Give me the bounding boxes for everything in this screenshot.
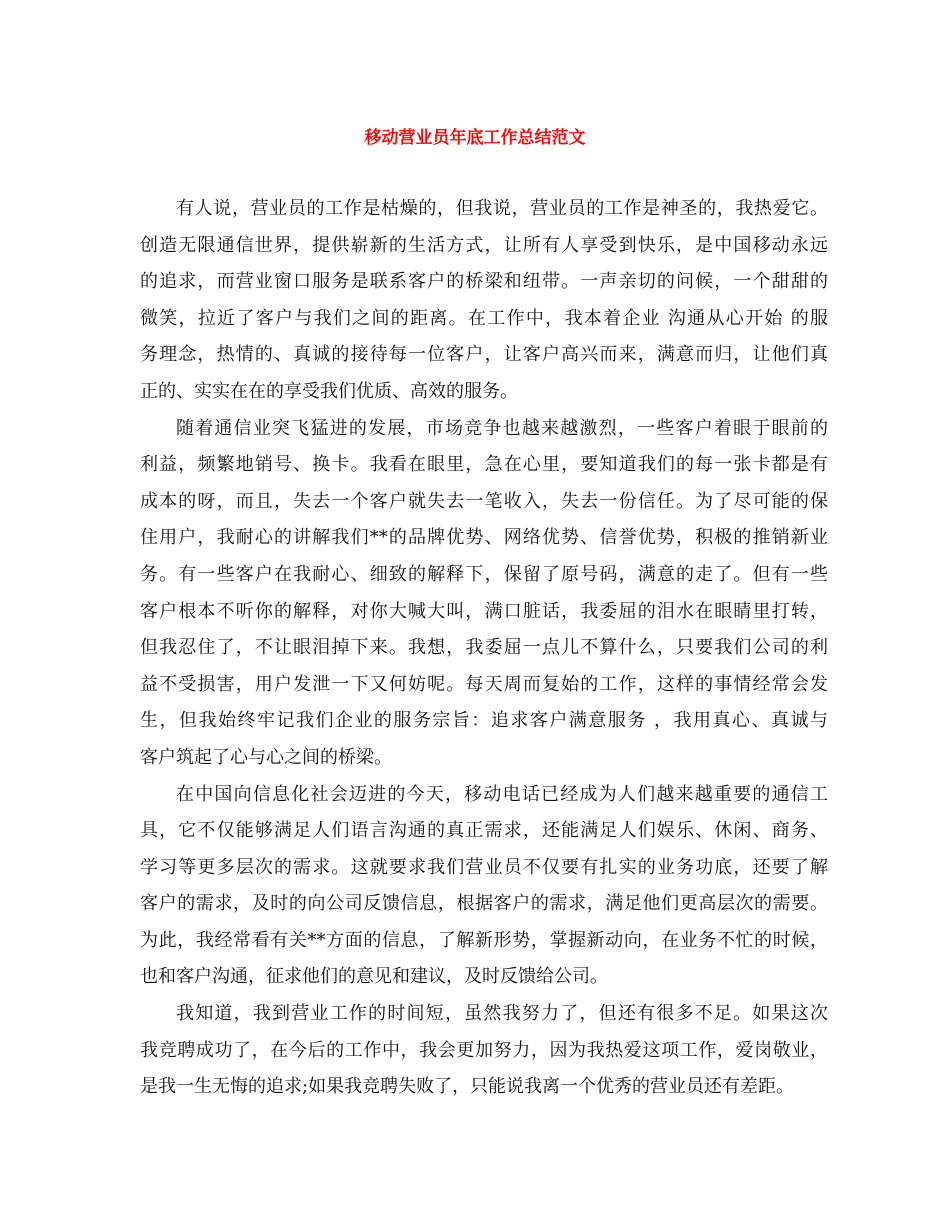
text-line: 也和客户沟通，征求他们的意见和建议，及时反馈给公司。 (140, 966, 608, 988)
text-line: 我竞聘成功了，在今后的工作中，我会更加努力，因为我热爱这项工作，爱岗敬业， (140, 1039, 828, 1061)
text-line: 是我一生无悔的追求;如果我竞聘失败了，只能说我离一个优秀的营业员还有差距。 (140, 1076, 795, 1098)
text-line: 益不受损害，用户发泄一下又何妨呢。每天周而复始的工作，这样的事情经常会发 (140, 673, 828, 695)
text-line: 客户根本不听你的解释，对你大喊大叫，满口脏话，我委屈的泪水在眼睛里打转， (140, 600, 828, 622)
text-line: 住用户，我耐心的讲解我们**的品牌优势、网络优势、信誉优势，积极的推销新业 (140, 527, 828, 549)
text-line: 我知道，我到营业工作的时间短，虽然我努力了，但还有很多不足。如果这次 (176, 1003, 828, 1025)
text-line: 有人说，营业员的工作是枯燥的，但我说，营业员的工作是神圣的，我热爱它。 (176, 198, 828, 219)
text-line: 务理念，热情的、真诚的接待每一位客户，让客户高兴而来，满意而归，让他们真 (140, 344, 828, 366)
text-line: 成本的呀，而且，失去一个客户就失去一笔收入，失去一份信任。为了尽可能的保 (140, 490, 828, 512)
text-line: 务。有一些客户在我耐心、细致的解释下，保留了原号码，满意的走了。但有一些 (140, 563, 828, 585)
text-line: 但我忍住了，不让眼泪掉下来。我想，我委屈一点儿不算什么，只要我们公司的利 (140, 637, 828, 659)
document-title: 移动营业员年底工作总结范文 (364, 128, 586, 148)
paragraph-1 (140, 191, 828, 411)
text-line: 学习等更多层次的需求。这就要求我们营业员不仅要有扎实的业务功底，还要了解 (140, 856, 828, 878)
text-line: 客户筑起了心与心之间的桥梁。 (140, 746, 392, 768)
text-line: 生，但我始终牢记我们企业的服务宗旨：追求客户满意服务 ，我用真心、真诚与 (140, 710, 828, 732)
text-line: 随着通信业突飞猛进的发展，市场竞争也越来越激烈，一些客户着眼于眼前的 (176, 417, 828, 439)
paragraph-4 (140, 996, 828, 1106)
text-line: 具，它不仅能够满足人们语言沟通的真正需求，还能满足人们娱乐、休闲、商务、 (140, 820, 828, 842)
text-line: 微笑，拉近了客户与我们之间的距离。在工作中，我本着企业 沟通从心开始 的服 (140, 307, 828, 329)
text-line: 创造无限通信世界，提供崭新的生活方式，让所有人享受到快乐，是中国移动永远 (140, 234, 828, 256)
text-line: 客户的需求，及时的向公司反馈信息，根据客户的需求，满足他们更高层次的需要。 (140, 893, 828, 915)
paragraph-2 (140, 411, 828, 777)
text-line: 为此，我经常看有关**方面的信息，了解新形势，掌握新动向，在业务不忙的时候， (140, 929, 828, 951)
document-body (140, 191, 828, 1106)
text-line: 的追求，而营业窗口服务是联系客户的桥梁和纽带。一声亲切的问候，一个甜甜的 (140, 271, 828, 293)
text-line: 利益，频繁地销号、换卡。我看在眼里，急在心里，要知道我们的每一张卡都是有 (140, 454, 828, 476)
text-line: 正的、实实在在的享受我们优质、高效的服务。 (140, 380, 518, 402)
text-line: 在中国向信息化社会迈进的今天，移动电话已经成为人们越来越重要的通信工 (176, 783, 828, 805)
paragraph-3 (140, 777, 828, 997)
